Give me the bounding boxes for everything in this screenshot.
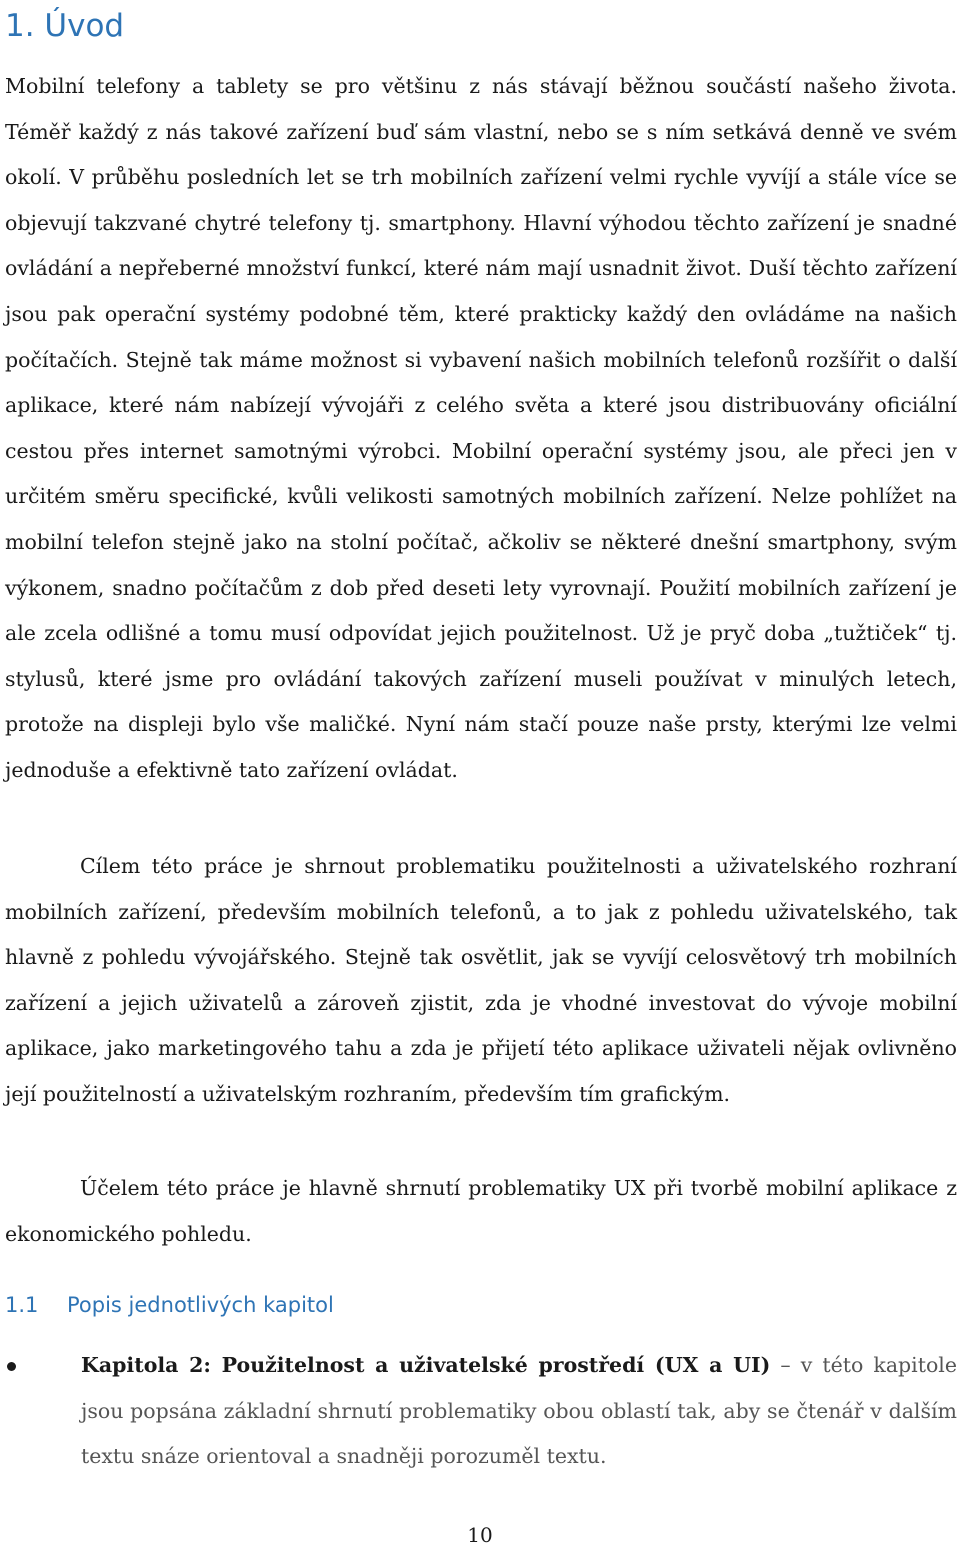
chapter-list	[5, 1343, 957, 1480]
list-item	[5, 1343, 957, 1480]
section-heading	[5, 1288, 334, 1322]
chapter-heading: 1. Úvod	[5, 8, 125, 44]
page-number: 10	[467, 1523, 493, 1547]
goal-paragraph: Cílem této práce je shrnout problematiku použitelnosti a uživatelského rozhraní mobilních zařízení, především mobilních telefonů, a to jak z pohledu uživatelského, tak hlavně z pohledu vývojářského. Stejně tak osvětlit, jak se vyvíjí celosvětový trh mobilních zařízení a jejich uživatelů a zároveň zjistit, zda je vhodné investovat do vývoje mobilní aplikace, jako marketingového tahu a zda je přijetí této aplikace uživateli nějak ovlivněno její použitelností a uživatelským rozhraním, především tím grafickým.	[5, 854, 957, 1106]
section-number: 1.1	[5, 1293, 39, 1317]
section-title: Popis jednotlivých kapitol	[67, 1293, 334, 1317]
bullet-icon	[7, 1362, 16, 1371]
purpose-paragraph: Účelem této práce je hlavně shrnutí problematiky UX při tvorbě mobilní aplikace z ekonomického pohledu.	[5, 1176, 957, 1246]
intro-paragraph: Mobilní telefony a tablety se pro většinu z nás stávají běžnou součástí našeho života. Téměř každý z nás takové zařízení buď sám vlastní, nebo se s ním setkává denně ve svém okolí. V průběhu posledních let se trh mobilních zařízení velmi rychle vyvíjí a stále více se objevují takzvané chytré telefony tj. smartphony. Hlavní výhodou těchto zařízení je snadné ovládání a nepřeberné množství funkcí, které nám mají usnadnit život. Duší těchto zařízení jsou pak operační systémy podobné těm, které prakticky každý den ovládáme na našich počítačích. Stejně tak máme možnost si vybavení našich mobilních telefonů rozšířit o další aplikace, které nám nabízejí vývojáři z celého světa a které jsou distribuovány oficiální cestou přes internet samotnými výrobci. Mobilní operační systémy jsou, ale přeci jen v určitém směru specifické, kvůli velikosti samotných mobilních zařízení. Nelze pohlížet na mobilní telefon stejně jako na stolní počítač, ačkoliv se některé dnešní smartphony, svým výkonem, snadno počítačům z dob před deseti lety vyrovnají. Použití mobilních zařízení je ale zcela odlišné a tomu musí odpovídat jejich použitelnost. Už je pryč doba „tužtiček“ tj. stylusů, které jsme pro ovládání takových zařízení museli používat v minulých letech, protože na displeji bylo vše maličké. Nyní nám stačí pouze naše prsty, kterými lze velmi jednoduše a efektivně tato zařízení ovládat.	[5, 74, 957, 782]
chapter-description: – v této kapitole jsou popsána základní shrnutí problematiky obou oblastí tak, aby se čtenář v dalším textu snáze orientoval a snadněji porozuměl textu.	[81, 1353, 957, 1469]
chapter-title: Kapitola 2: Použitelnost a uživatelské prostředí (UX a UI)	[81, 1353, 771, 1377]
